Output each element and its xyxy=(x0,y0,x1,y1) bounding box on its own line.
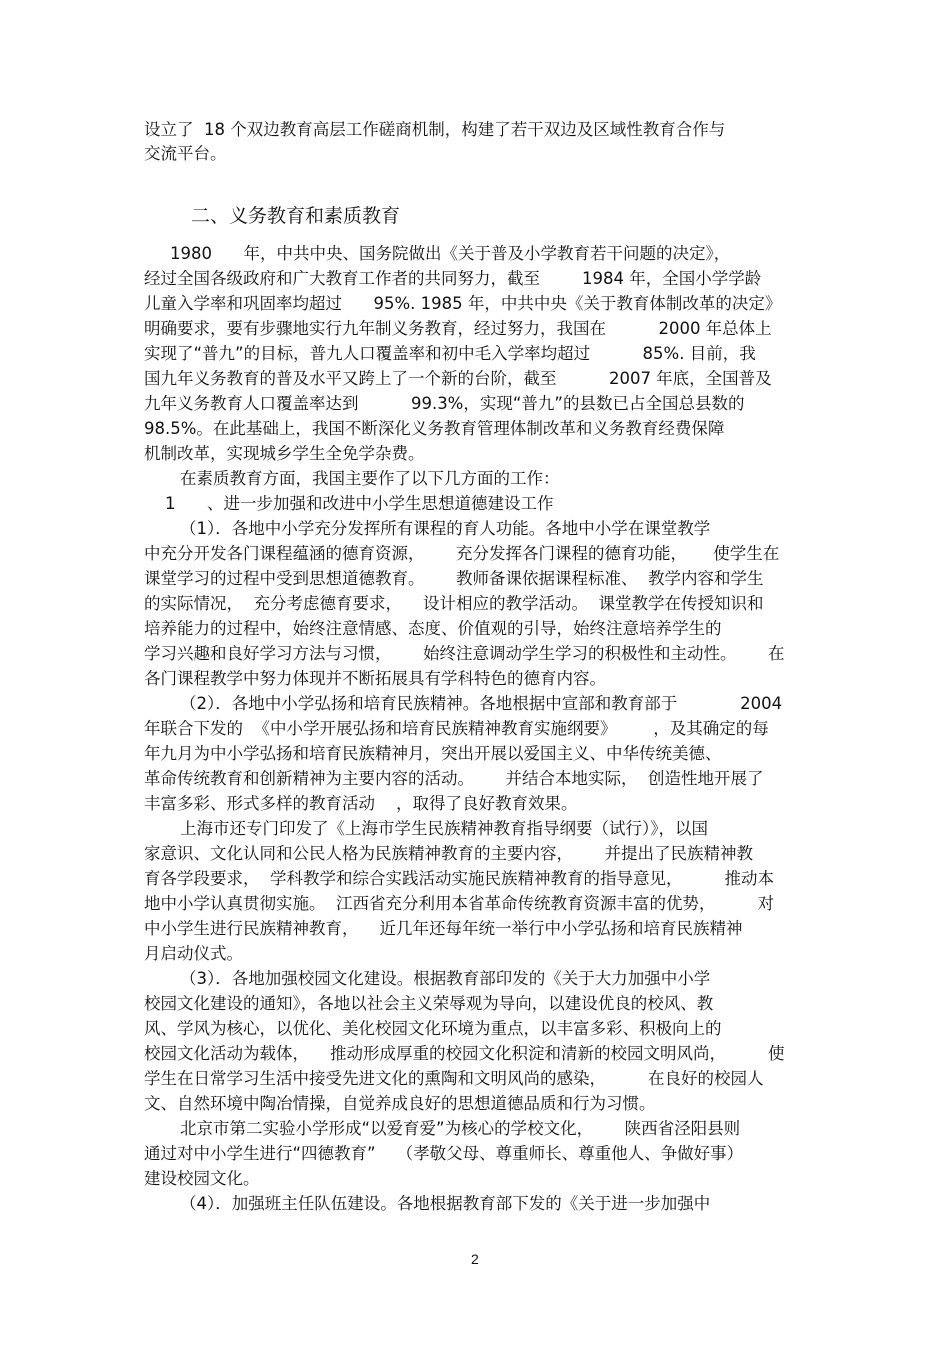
body-line: 国九年义务教育的普及水平又跨上了一个新的台阶，截至 2007 年底，全国普及 xyxy=(144,369,772,388)
page-number: 2 xyxy=(471,1251,479,1267)
body-line: 丰富多彩、形式多样的教育活动 ，取得了良好教育效果。 xyxy=(144,794,578,813)
body-line: 革命传统教育和创新精神为主要内容的活动。 并结合本地实际， 创造性地开展了 xyxy=(144,769,764,788)
body-line: 年联合下发的 《中小学开展弘扬和培育民族精神教育实施纲要》 ，及其确定的每 xyxy=(144,719,769,738)
section-heading: 二、义务教育和素质教育 xyxy=(191,205,401,227)
body-line: 校园文化活动为载体， 推动形成厚重的校园文化积淀和清新的校园文明风尚， 使 xyxy=(144,1044,785,1063)
body-line: 学生在日常学习生活中接受先进文化的熏陶和文明风尚的感染， 在良好的校园人 xyxy=(144,1069,764,1088)
body-line: 课堂学习的过程中受到思想道德教育。 教师备课依据课程标准、 教学内容和学生 xyxy=(144,569,764,588)
body-line: 建设校园文化。 xyxy=(144,1169,260,1188)
list-heading: 1 、进一步加强和改进中小学生思想道德建设工作 xyxy=(165,494,554,513)
body-line: 学习兴趣和良好学习方法与习惯， 始终注意调动学生学习的积极性和主动性。 在 xyxy=(144,644,785,663)
body-line: 1980 年，中共中央、国务院做出《关于普及小学教育若干问题的决定》， xyxy=(170,244,731,263)
body-line: 通过对中小学生进行“四德教育” （孝敬父母、尊重师长、尊重他人、争做好事） xyxy=(144,1144,744,1163)
body-line: （4）．加强班主任队伍建设。各地根据教育部下发的《关于进一步加强中 xyxy=(180,1194,711,1213)
body-line: 北京市第二实验小学形成“以爱育爱”为核心的学校文化， 陕西省泾阳县则 xyxy=(180,1119,741,1138)
body-line: 的实际情况， 充分考虑德育要求， 设计相应的教学活动。 课堂教学在传授知识和 xyxy=(144,594,764,613)
body-line: 育各学段要求， 学科教学和综合实践活动实施民族精神教育的指导意见， 推动本 xyxy=(144,869,774,888)
body-line: （1）．各地中小学充分发挥所有课程的育人功能。各地中小学在课堂教学 xyxy=(180,519,711,538)
body-line: 风、学风为核心，以优化、美化校园文化环境为重点，以丰富多彩、积极向上的 xyxy=(144,1019,722,1038)
body-line: 在素质教育方面，我国主要作了以下几方面的工作： xyxy=(180,469,560,488)
body-line: 上海市还专门印发了《上海市学生民族精神教育指导纲要（试行）》，以国 xyxy=(180,819,708,838)
body-line: 培养能力的过程中，始终注意情感、态度、价值观的引导，始终注意培养学生的 xyxy=(144,619,722,638)
body-line: （3）．各地加强校园文化建设。根据教育部印发的《关于大力加强中小学 xyxy=(180,969,711,988)
body-line: 中充分开发各门课程蕴涵的德育资源， 充分发挥各门课程的德育功能， 使学生在 xyxy=(144,544,780,563)
body-line: 交流平台。 xyxy=(144,144,227,163)
body-line: 文、自然环境中陶冶情操，自觉养成良好的思想道德品质和行为习惯。 xyxy=(144,1094,656,1113)
body-line: 98.5%。在此基础上，我国不断深化义务教育管理体制改革和义务教育经费保障 xyxy=(144,419,725,438)
body-line: （2）．各地中小学弘扬和培育民族精神。各地根据中宣部和教育部于 2004 xyxy=(180,694,783,713)
body-line: 家意识、文化认同和公民人格为民族精神教育的主要内容， 并提出了民族精神教 xyxy=(144,844,753,863)
body-line: 明确要求，要有步骤地实行九年制义务教育，经过努力，我国在 2000 年总体上 xyxy=(144,319,772,338)
body-line: 九年义务教育人口覆盖率达到 99.3%，实现“普九”的县数已占全国总县数的 xyxy=(144,394,745,413)
body-line: 年九月为中小学弘扬和培育民族精神月，突出开展以爱国主义、中华传统美德、 xyxy=(144,744,722,763)
body-line: 月启动仪式。 xyxy=(144,944,243,963)
body-line: 地中小学认真贯彻实施。 江西省充分利用本省革命传统教育资源丰富的优势， 对 xyxy=(144,894,774,913)
body-line: 校园文化建设的通知》，各地以社会主义荣辱观为导向，以建设优良的校风、教 xyxy=(144,994,714,1013)
body-line: 设立了 18 个双边教育高层工作磋商机制，构建了若干双边及区域性教育合作与 xyxy=(144,120,726,139)
body-line: 中小学生进行民族精神教育， 近几年还每年统一举行中小学弘扬和培育民族精神 xyxy=(144,919,743,938)
body-line: 经过全国各级政府和广大教育工作者的共同努力，截至 1984 年，全国小学学龄 xyxy=(144,269,762,288)
body-line: 实现了“普九”的目标，普九人口覆盖率和初中毛入学率均超过 85%. 目前，我 xyxy=(144,344,756,363)
body-line: 机制改革，实现城乡学生全免学杂费。 xyxy=(144,444,425,463)
body-line: 儿童入学率和巩固率均超过 95%. 1985 年，中共中央《关于教育体制改革的决定》 xyxy=(144,294,782,313)
body-line: 各门课程教学中努力体现并不断拓展具有学科特色的德育内容。 xyxy=(144,669,606,688)
